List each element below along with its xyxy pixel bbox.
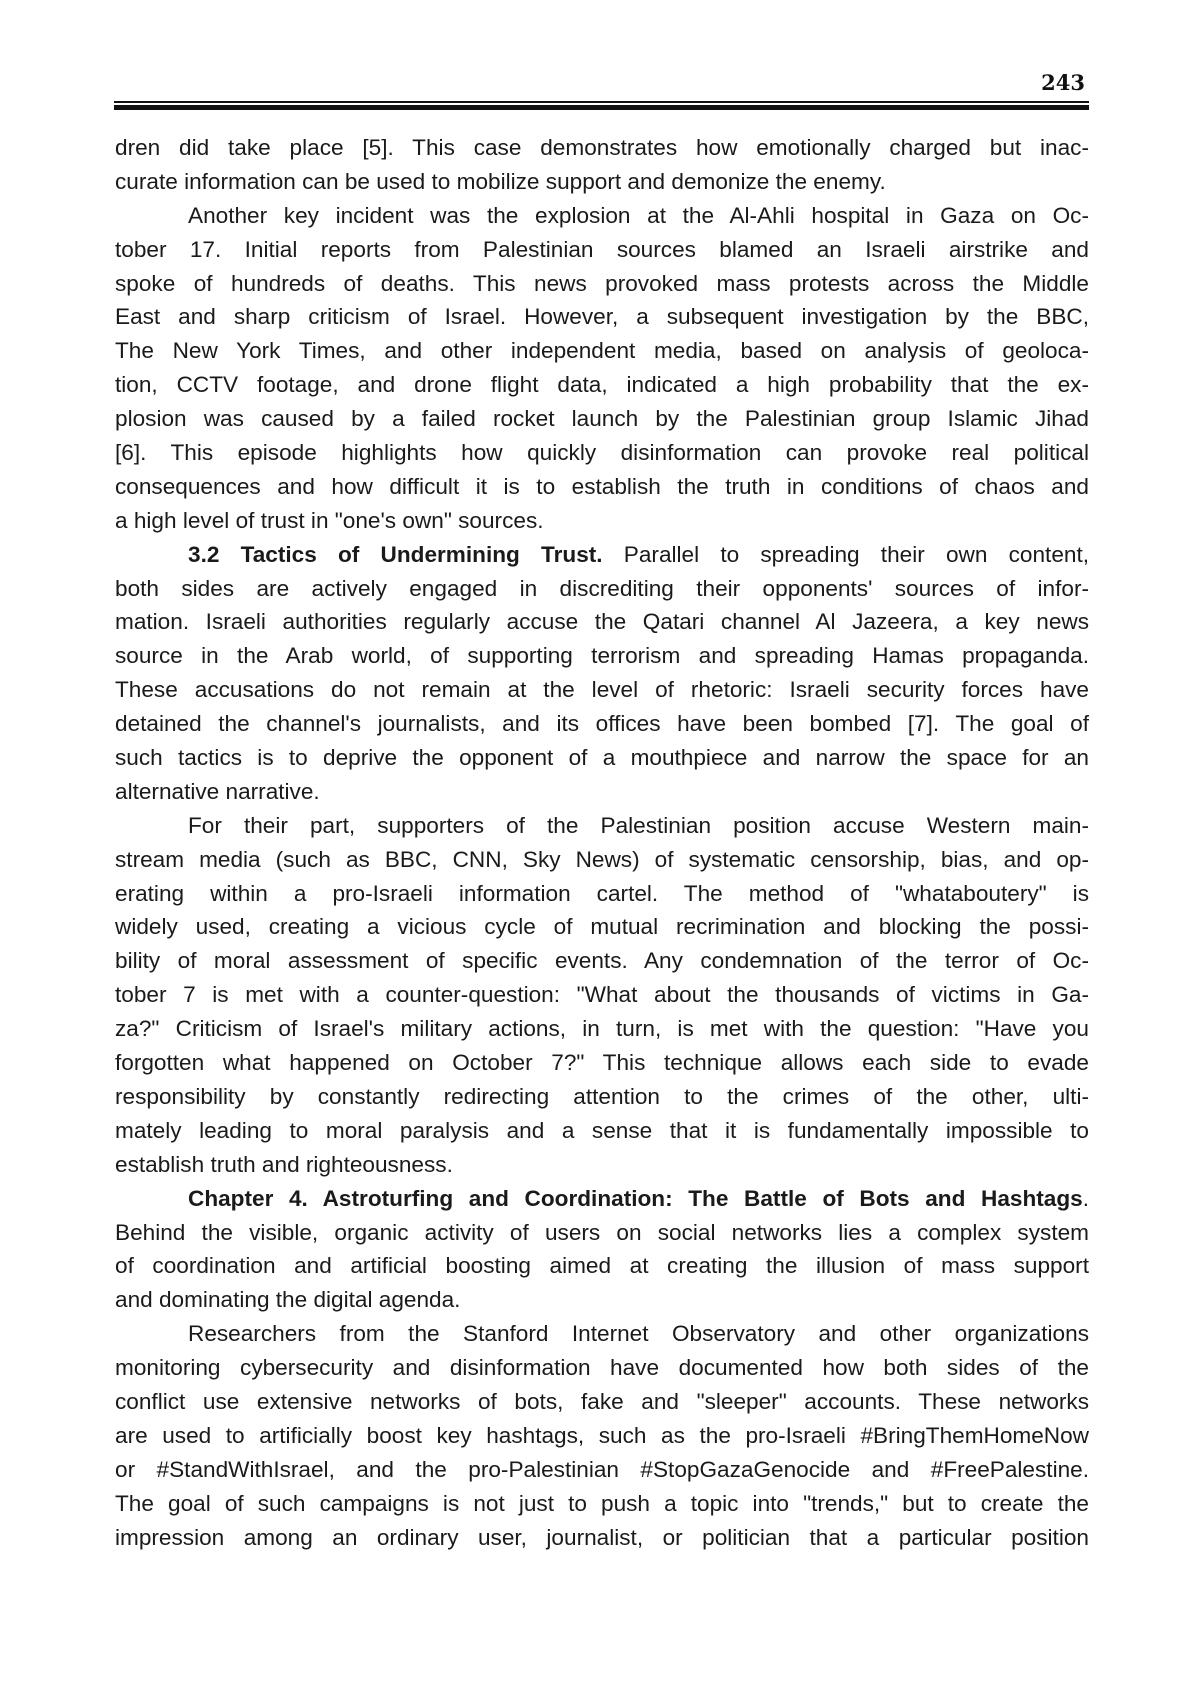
text-line: responsibility by constantly redirecting attention to the crimes of the other, ulti-	[115, 1083, 1089, 1109]
text-line: mation. Israeli authorities regularly accuse the Qatari channel Al Jazeera, a key news	[115, 609, 1089, 635]
text-line: East and sharp criticism of Israel. However, a subsequent investigation by the BBC,	[115, 304, 1089, 330]
paragraph	[115, 1317, 1089, 1554]
text-line: tion, CCTV footage, and drone flight data, indicated a high probability that the ex-	[115, 372, 1089, 398]
paragraph	[115, 809, 1089, 1182]
text-line: consequences and how difficult it is to establish the truth in conditions of chaos and	[115, 473, 1089, 499]
text-line: a high level of trust in "one's own" sources.	[115, 507, 544, 533]
text-line: For their part, supporters of the Palestinian position accuse Western main-	[188, 812, 1089, 838]
text-line: Another key incident was the explosion at the Al-Ahli hospital in Gaza on Oc-	[188, 202, 1089, 228]
text-line: widely used, creating a vicious cycle of mutual recrimination and blocking the possi-	[115, 914, 1089, 940]
text-line: The New York Times, and other independent media, based on analysis of geoloca-	[115, 338, 1089, 364]
text-line: both sides are actively engaged in discrediting their opponents' sources of infor-	[115, 575, 1089, 601]
text-line: tober 17. Initial reports from Palestinian sources blamed an Israeli airstrike and	[115, 236, 1089, 262]
text-line: conflict use extensive networks of bots, fake and "sleeper" accounts. These networks	[115, 1388, 1089, 1414]
text-line: establish truth and righteousness.	[115, 1151, 453, 1177]
text-line: These accusations do not remain at the level of rhetoric: Israeli security forces have	[115, 677, 1089, 703]
header-rule-thick	[114, 105, 1089, 110]
text-line: The goal of such campaigns is not just to push a topic into "trends," but to create the	[115, 1490, 1089, 1516]
text-line: erating within a pro-Israeli information cartel. The method of "whataboutery" is	[115, 880, 1089, 906]
section-heading: 3.2 Tactics of Undermining Trust.	[188, 541, 603, 567]
paragraph-section-3-2	[115, 538, 1089, 809]
text-line: alternative narrative.	[115, 778, 320, 804]
text-line: plosion was caused by a failed rocket launch by the Palestinian group Islamic Jihad	[115, 406, 1089, 432]
text-line: bility of moral assessment of specific events. Any condemnation of the terror of Oc-	[115, 948, 1089, 974]
chapter-heading: Chapter 4. Astroturfing and Coordination: The Battle of Bots and Hashtags	[188, 1185, 1083, 1211]
text-line: [6]. This episode highlights how quickly disinformation can provoke real political	[115, 440, 1089, 466]
page-number: 243	[1041, 70, 1085, 95]
text-line: monitoring cybersecurity and disinformation have documented how both sides of the	[115, 1355, 1089, 1381]
body-text	[115, 131, 1089, 1554]
text-line: of coordination and artificial boosting aimed at creating the illusion of mass support	[115, 1253, 1089, 1279]
text-line: stream media (such as BBC, CNN, Sky News) of systematic censorship, bias, and op-	[115, 846, 1089, 872]
text-line: Behind the visible, organic activity of users on social networks lies a complex system	[115, 1219, 1089, 1245]
text-line: tober 7 is met with a counter-question: "What about the thousands of victims in Ga-	[115, 982, 1089, 1008]
text-line: or #StandWithIsrael, and the pro-Palestinian #StopGazaGenocide and #FreePalestine.	[115, 1456, 1089, 1482]
text-run: Parallel to spreading their own content,	[602, 541, 1089, 567]
text-line: curate information can be used to mobilize support and demonize the enemy.	[115, 168, 886, 194]
header-rule-thin	[114, 101, 1089, 103]
text-line: dren did take place [5]. This case demonstrates how emotionally charged but inac-	[115, 135, 1089, 160]
text-run: .	[1082, 1185, 1089, 1211]
text-line: are used to artificially boost key hashtags, such as the pro-Israeli #BringThemHomeNow	[115, 1422, 1089, 1448]
text-line: impression among an ordinary user, journalist, or politician that a particular position	[115, 1524, 1089, 1550]
text-line: mately leading to moral paralysis and a sense that it is fundamentally impossible to	[115, 1117, 1089, 1143]
text-line: and dominating the digital agenda.	[115, 1287, 461, 1313]
paragraph	[115, 131, 1089, 199]
text-line: Researchers from the Stanford Internet Observatory and other organizations	[188, 1321, 1089, 1347]
text-line: za?" Criticism of Israel's military actions, in turn, is met with the question: "Have you	[115, 1016, 1089, 1042]
text-line: spoke of hundreds of deaths. This news provoked mass protests across the Middle	[115, 270, 1089, 296]
text-line: such tactics is to deprive the opponent of a mouthpiece and narrow the space for an	[115, 745, 1089, 771]
text-line: source in the Arab world, of supporting terrorism and spreading Hamas propaganda.	[115, 643, 1089, 669]
text-line	[115, 1182, 1089, 1216]
text-line: detained the channel's journalists, and its offices have been bombed [7]. The goal of	[115, 711, 1089, 737]
paragraph	[115, 199, 1089, 538]
text-line	[115, 538, 1089, 572]
paragraph-chapter-4	[115, 1182, 1089, 1318]
text-line: forgotten what happened on October 7?" This technique allows each side to evade	[115, 1050, 1089, 1076]
